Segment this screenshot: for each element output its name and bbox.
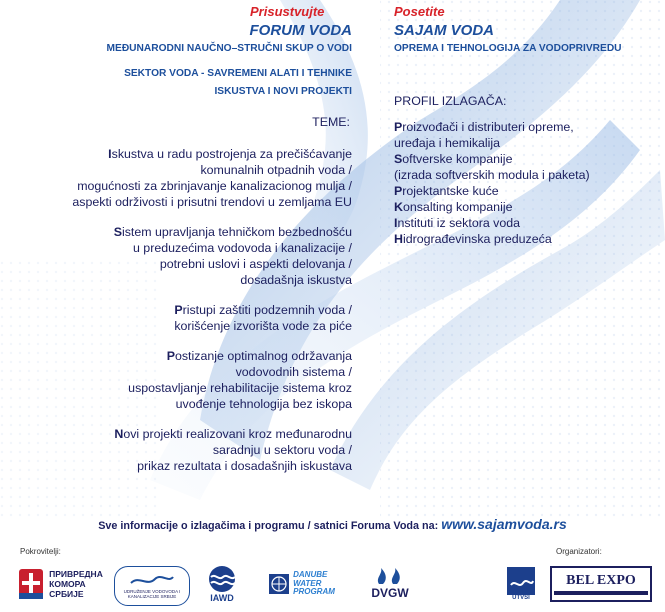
profile-item: Proizvođači i distributeri opreme, uređaja i hemikalija [394, 120, 574, 150]
danube-water-logo [254, 562, 350, 606]
danube-line-1: DANUBE [293, 570, 328, 580]
danube-line-3: PROGRAM [293, 587, 335, 597]
dvgw-logo [362, 562, 418, 606]
profile-item: Softverske kompanije (izrada softverskih modula i paketa) [394, 152, 590, 182]
water-wave-icon [129, 573, 175, 589]
pks-logo [12, 564, 108, 604]
belexpo-text: BEL EXPO [566, 573, 636, 588]
topic-item: Iskustva u radu postrojenja za prečišćavanje komunalnih otpadnih voda / mogućnosti za zbrinjavanje kanalizacionog mulja / aspekti održivosti i prisutni trendovi u zemljama EU [72, 147, 352, 209]
profile-list [394, 119, 654, 247]
fair-invite: Posetite [394, 4, 445, 19]
profile-label: PROFIL IZLAGAČA: [394, 94, 507, 108]
utvsi-logo [504, 562, 538, 606]
footer-info [0, 516, 665, 532]
iawd-text: IAWD [210, 593, 234, 603]
utvsi-emblem-icon [507, 567, 535, 595]
sector-line-2: ISKUSTVA I NOVI PROJEKTI [214, 86, 352, 97]
utvsi-text: UTVSI [512, 595, 530, 601]
organizers-label: Organizatori: [556, 547, 602, 556]
danube-line-2: WATER [293, 578, 322, 588]
sector-line-1: SEKTOR VODA - SAVREMENI ALATI I TEHNIKE [124, 68, 352, 79]
forum-title: FORUM VODA [249, 22, 352, 39]
belexpo-logo [550, 566, 652, 602]
profile-item: Instituti iz sektora voda [394, 216, 521, 230]
dvgw-text: DVGW [371, 586, 409, 600]
topic-item: Novi projekti realizovani kroz međunarodnu saradnju u sektoru voda / prikaz rezultata i dosadašnjih iskustava [114, 427, 352, 473]
topics-label: TEME: [312, 115, 350, 129]
belexpo-bar [554, 591, 648, 595]
udruzenje-logo [114, 566, 190, 606]
iawd-logo [200, 562, 244, 606]
udruzenje-text: UDRUŽENJE VODOVODA I KANALIZACIJE SRBIJE [123, 589, 181, 599]
pks-line-3: СРБИЈЕ [49, 589, 84, 599]
topic-item: Sistem upravljanja tehničkom bezbednošću u preduzećima vodovoda i kanalizacije / potrebni uslovi i aspekti delovanja / dosadašnja iskustva [113, 225, 352, 287]
iawd-wave-icon [205, 565, 239, 593]
profile-item: Hidrograđevinska preduzeća [394, 232, 552, 246]
fair-subtitle: OPREMA I TEHNOLOGIJA ZA VODOPRIVREDU [394, 43, 622, 54]
topics-list [30, 146, 352, 488]
world-bank-icon [269, 574, 289, 594]
website-link[interactable]: www.sajamvoda.rs [441, 516, 567, 532]
forum-subtitle: MEĐUNARODNI NAUČNO–STRUČNI SKUP O VODI [106, 43, 352, 54]
topic-item: Pristupi zaštiti podzemnih voda / korišćenje izvorišta vode za piće [174, 303, 352, 333]
pks-line-1: ПРИВРЕДНА [49, 569, 103, 579]
profile-item: Konsalting kompanije [394, 200, 513, 214]
footer-info-text: Sve informacije o izlagačima i programu / satnici Foruma Voda na: [98, 520, 439, 532]
sponsors-label: Pokrovitelji: [20, 547, 61, 556]
forum-invite: Prisustvujte [250, 4, 325, 19]
fair-title: SAJAM VODA [394, 22, 495, 39]
pks-line-2: КОМОРА [49, 579, 86, 589]
serbia-emblem-icon [17, 567, 45, 601]
profile-item: Projektantske kuće [394, 184, 499, 198]
topic-item: Postizanje optimalnog održavanja vodovodnih sistema / uspostavljanje rehabilitacije sistema kroz uvođenje tehnologija bez iskopa [128, 349, 352, 411]
dvgw-flame-icon [373, 568, 407, 586]
